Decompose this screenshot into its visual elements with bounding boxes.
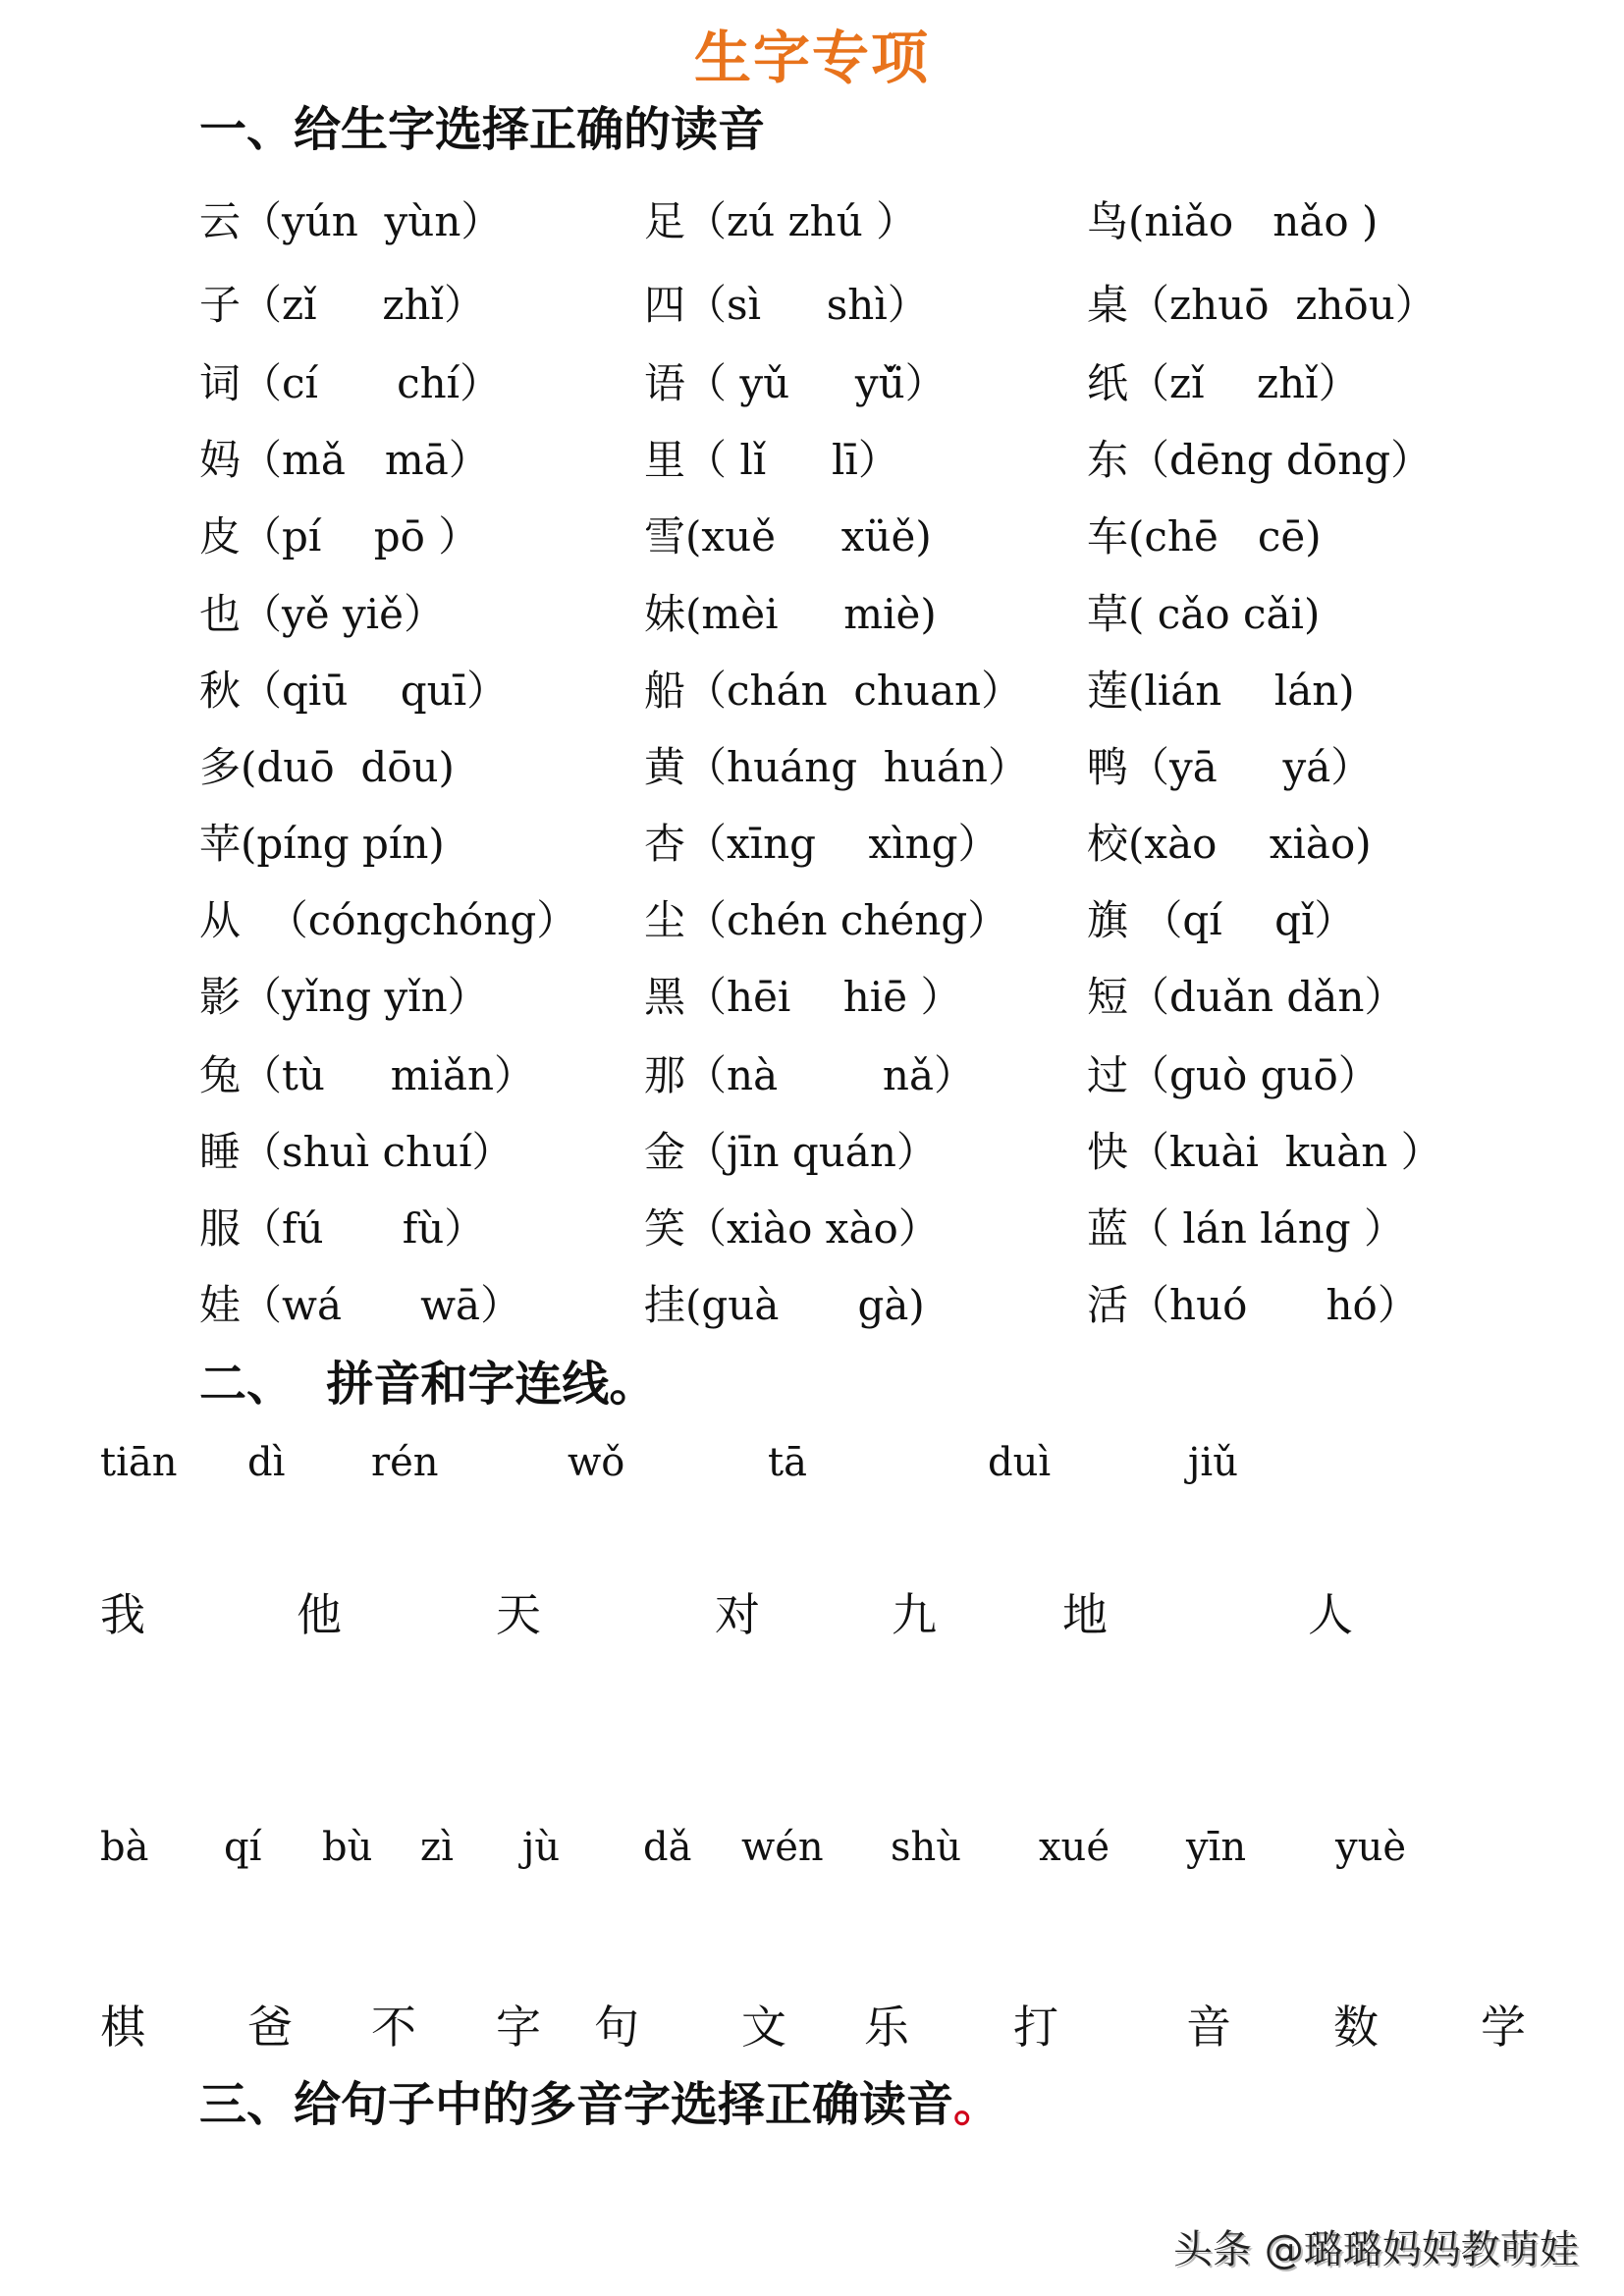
pinyin-options: （ yǔ yǔ̈） [685,359,947,407]
pinyin-label: xué [1039,1825,1110,1870]
reading-choice-item [1087,743,1373,791]
character: 睡 [199,1128,242,1176]
pinyin-label: jù [522,1825,561,1870]
character: 过 [1087,1051,1129,1099]
pinyin-options: （cí chí） [241,359,502,407]
pinyin-options: (xào xiào) [1128,820,1372,868]
pinyin-options: （qiū quī） [241,667,509,715]
reading-choice-item [199,359,502,407]
section3-heading [199,2077,1001,2132]
character: 词 [199,359,242,407]
character-label: 不 [371,2001,416,2054]
reading-choice-item [644,820,1000,868]
page-title: 生字专项 [693,25,930,91]
character-label: 对 [715,1588,760,1641]
pinyin-options: （mǎ mā） [241,436,490,484]
character: 旗 [1087,896,1129,944]
pinyin-options: （sì shì） [685,281,929,329]
character-label: 打 [1013,2001,1058,2054]
reading-choice-item [199,743,455,791]
reading-choice-item [199,896,578,944]
character: 船 [644,667,686,715]
character-label: 他 [297,1588,342,1641]
character: 影 [199,973,242,1021]
pinyin-options: （pí pō ） [241,512,480,561]
reading-choice-item [199,1204,486,1253]
reading-choice-item [1087,896,1356,944]
reading-choice-item [1087,667,1355,715]
pinyin-options: （tù miǎn） [241,1051,536,1099]
character-label: 乐 [864,2001,909,2054]
pinyin-options: (chē cē) [1128,512,1322,561]
reading-choice-item [1087,590,1321,638]
pinyin-options: （yā yá） [1128,743,1373,791]
character-label: 天 [496,1588,541,1641]
character: 金 [644,1128,686,1176]
pinyin-label: dǎ [643,1825,692,1870]
reading-choice-item [199,973,489,1021]
pinyin-label: tiān [100,1440,178,1485]
pinyin-options: （jīn quán） [685,1128,938,1176]
pinyin-label: yuè [1335,1825,1407,1870]
pinyin-options: （yún yùn） [241,197,503,245]
watermark: 头条 @璐璐妈妈教萌娃 [1173,2227,1579,2272]
character: 东 [1087,436,1129,484]
pinyin-label: yīn [1186,1825,1247,1870]
reading-choice-item [1087,512,1322,561]
character: 四 [644,281,686,329]
reading-choice-item [644,896,1009,944]
character: 活 [1087,1281,1129,1329]
pinyin-options: （huó hó） [1128,1281,1419,1329]
pinyin-options: （chén chéng） [685,896,1009,944]
character: 短 [1087,973,1129,1021]
character: 妹 [644,590,686,638]
reading-choice-item [199,1281,522,1329]
pinyin-options: （yǐng yǐn） [241,973,489,1021]
reading-choice-item [644,436,899,484]
character: 也 [199,590,242,638]
character: 那 [644,1051,686,1099]
character: 里 [644,436,686,484]
section2-heading: 二、 拼音和字连线。 [199,1357,657,1412]
reading-choice-item [199,1128,514,1176]
pinyin-options: （wá wā） [241,1281,522,1329]
pinyin-options: (lián lán) [1128,667,1355,715]
character: 苹 [199,820,242,868]
reading-choice-item [199,820,445,868]
character-label: 人 [1308,1588,1353,1641]
character: 皮 [199,512,242,561]
pinyin-options: （dēng dōng） [1128,436,1433,484]
character: 兔 [199,1051,242,1099]
reading-choice-item [1087,436,1433,484]
reading-choice-item [1087,1281,1419,1329]
pinyin-label: dì [247,1440,286,1485]
character: 鸟 [1087,197,1129,245]
character: 妈 [199,436,242,484]
reading-choice-item [1087,197,1379,245]
pinyin-options: (xuě xüě) [685,512,932,561]
character: 快 [1087,1128,1129,1176]
character: 服 [199,1204,242,1253]
reading-choice-item [644,1281,925,1329]
pinyin-options: （zhuō zhōu） [1128,281,1436,329]
pinyin-options: （chán chuan） [685,667,1023,715]
character: 黑 [644,973,686,1021]
reading-choice-item [199,512,480,561]
section1-heading: 一、给生字选择正确的读音 [199,102,766,157]
reading-choice-item [1087,1204,1405,1253]
reading-choice-item [644,197,918,245]
pinyin-options: （ lán láng ） [1128,1204,1405,1253]
pinyin-options: （fú fù） [241,1204,486,1253]
pinyin-options: (niǎo nǎo ) [1128,197,1379,245]
pinyin-options: (duō dōu) [241,743,455,791]
pinyin-options: （kuài kuàn ） [1128,1128,1442,1176]
character: 挂 [644,1281,686,1329]
reading-choice-item [1087,359,1360,407]
character-label: 棋 [100,2001,145,2054]
pinyin-options: （shuì chuí） [241,1128,514,1176]
pinyin-options: （yě yiě） [241,590,445,638]
reading-choice-item [1087,820,1372,868]
pinyin-options: （xīng xìng） [685,820,1000,868]
character-label: 九 [892,1588,937,1641]
reading-choice-item [644,973,962,1021]
reading-choice-item [644,1204,940,1253]
pinyin-options: （qí qǐ） [1128,896,1356,944]
pinyin-options: （zǐ zhǐ） [241,281,485,329]
pinyin-label: bà [100,1825,149,1870]
character: 莲 [1087,667,1129,715]
character: 纸 [1087,359,1129,407]
pinyin-label: shù [891,1825,962,1870]
character-label: 文 [741,2001,786,2054]
character: 尘 [644,896,686,944]
pinyin-label: wǒ [568,1440,625,1485]
character: 秋 [199,667,242,715]
pinyin-label: zì [420,1825,454,1870]
reading-choice-item [644,281,929,329]
pinyin-label: rén [371,1440,439,1485]
character: 笑 [644,1204,686,1253]
pinyin-options: (píng pín) [241,820,445,868]
pinyin-options: （cóngchóng） [241,896,578,944]
pinyin-label: qí [224,1825,262,1870]
pinyin-options: （zú zhú ） [685,197,918,245]
character: 草 [1087,590,1129,638]
character: 校 [1087,820,1129,868]
reading-choice-item [199,1051,536,1099]
character-label: 音 [1186,2001,1231,2054]
pinyin-label: tā [768,1440,807,1485]
character-label: 我 [100,1588,145,1641]
character: 语 [644,359,686,407]
pinyin-options: （zǐ zhǐ） [1128,359,1360,407]
pinyin-label: jiǔ [1188,1440,1238,1485]
reading-choice-item [199,436,490,484]
character: 多 [199,743,242,791]
pinyin-options: （huáng huán） [685,743,1029,791]
reading-choice-item [644,1128,938,1176]
character: 足 [644,197,686,245]
pinyin-options: （hēi hiē ） [685,973,962,1021]
pinyin-options: （guò guō） [1128,1051,1380,1099]
character: 蓝 [1087,1204,1129,1253]
pinyin-label: bù [322,1825,373,1870]
pinyin-options: （duǎn dǎn） [1128,973,1406,1021]
character: 车 [1087,512,1129,561]
section3-heading-text: 三、给句子中的多音字选择正确读音 [199,2077,954,2132]
pinyin-options: （ lǐ lī） [685,436,899,484]
reading-choice-item [199,281,485,329]
pinyin-options: （xiào xào） [685,1204,940,1253]
character: 从 [199,896,242,944]
pinyin-label: duì [988,1440,1052,1485]
character: 云 [199,197,242,245]
character: 子 [199,281,242,329]
section3-heading-period: 。 [953,2077,1001,2132]
reading-choice-item [199,590,445,638]
pinyin-label: wén [741,1825,824,1870]
pinyin-options: (guà gà) [685,1281,925,1329]
reading-choice-item [644,590,937,638]
character: 杏 [644,820,686,868]
reading-choice-item [199,667,509,715]
reading-choice-item [199,197,503,245]
character: 黄 [644,743,686,791]
reading-choice-item [644,512,932,561]
character-label: 学 [1481,2001,1526,2054]
pinyin-options: ( cǎo cǎi) [1128,590,1321,638]
character: 娃 [199,1281,242,1329]
reading-choice-item [1087,1128,1442,1176]
reading-choice-item [644,667,1023,715]
character: 鸭 [1087,743,1129,791]
character: 雪 [644,512,686,561]
pinyin-options: (mèi miè) [685,590,937,638]
reading-choice-item [644,743,1029,791]
character-label: 爸 [247,2001,293,2054]
reading-choice-item [644,359,947,407]
character-label: 地 [1062,1588,1108,1641]
reading-choice-item [1087,1051,1380,1099]
reading-choice-item [644,1051,976,1099]
character-label: 句 [594,2001,639,2054]
character: 桌 [1087,281,1129,329]
reading-choice-item [1087,973,1406,1021]
pinyin-options: （nà nǎ） [685,1051,976,1099]
character-label: 字 [496,2001,541,2054]
character-label: 数 [1333,2001,1379,2054]
reading-choice-item [1087,281,1436,329]
